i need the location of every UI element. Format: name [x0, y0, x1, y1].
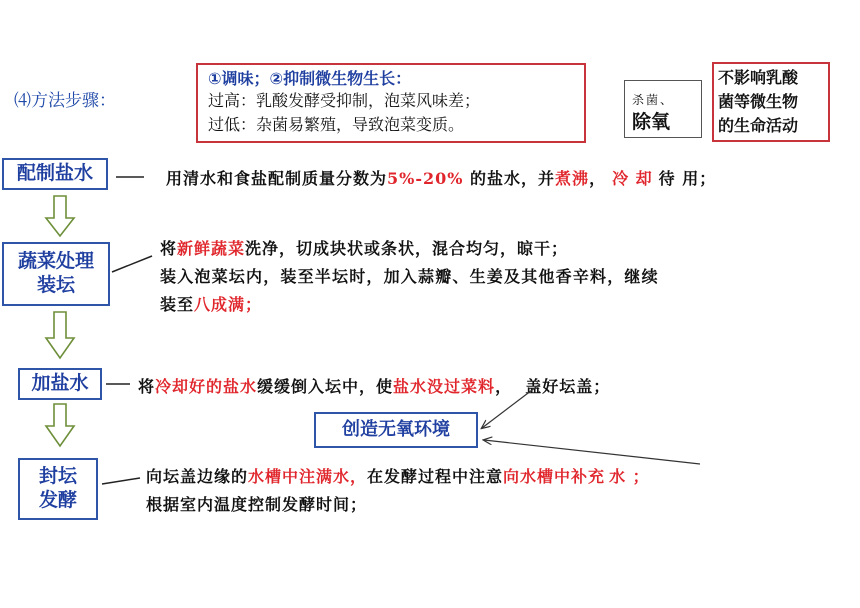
desc1-c: 的盐水，并: [463, 169, 556, 188]
desc3-e: ， 盖好坛盖；: [495, 377, 611, 396]
desc1-a: 用清水和食盐配制质量分数为: [166, 169, 388, 188]
boil-effect-line1: 杀菌、: [632, 93, 675, 107]
desc3-cooled-brine: 冷却好的盐水: [155, 377, 258, 396]
desc1-g: 待 用；: [658, 169, 717, 188]
connector-step2: [112, 256, 152, 272]
desc4-line2: 根据室内温度控制发酵时间；: [146, 495, 368, 514]
step-seal-ferment-label1: 封坛: [38, 465, 77, 488]
purpose-too-high: 过高：乳酸发酵受抑制，泡菜风味差；: [208, 91, 481, 110]
connector-step4: [102, 478, 140, 484]
desc2-l3a: 装至: [160, 295, 195, 314]
desc2-l1a: 将: [160, 239, 178, 258]
step-add-brine-label: 加盐水: [31, 372, 89, 395]
down-arrow-icons: [46, 196, 74, 446]
step-process-vegetables-label1: 蔬菜处理: [17, 250, 94, 273]
purpose-too-low: 过低：杂菌易繁殖，导致泡菜变质。: [208, 115, 465, 134]
desc4-l1c: 在发酵过程中注意: [367, 467, 504, 486]
purpose-heading: ①调味；②抑制微生物生长：: [208, 69, 412, 88]
desc2-line2: 装入泡菜坛内，装至半坛时，加入蒜瓣、生姜及其他香辛料，继续: [160, 267, 659, 286]
desc4-fill-water: 水槽中注满水，: [248, 467, 368, 486]
desc4-l1e: 水 ；: [609, 467, 650, 486]
desc2-l1c: 洗净，切成块状或条状，混合均匀，晾干；: [245, 239, 569, 258]
cool-effect-line1: 不影响乳酸: [718, 68, 799, 87]
cool-effect-line2: 菌等微生物: [718, 92, 799, 111]
cool-effect-line3: 的生命活动: [718, 116, 799, 135]
desc4-l1a: 向坛盖边缘的: [146, 467, 249, 486]
step-process-vegetables-label2: 装坛: [36, 274, 75, 296]
arrow-from-water-seal: [484, 440, 700, 464]
desc2-eighty-percent: 八成满；: [194, 295, 263, 314]
down-arrow-icon-2: [46, 312, 74, 358]
down-arrow-icon-1: [46, 196, 74, 236]
desc3-c: 缓缓倒入坛中，使: [257, 377, 394, 396]
desc2-fresh-vegetables: 新鲜蔬菜: [177, 239, 246, 258]
arrow-from-brine: [482, 384, 540, 428]
boil-effect-line2: 除氧: [632, 111, 671, 133]
section-title: ⑷方法步骤：: [14, 91, 116, 111]
desc3-cover-vegetables: 盐水没过菜料: [393, 377, 496, 396]
desc1-concentration: 5%-20%: [387, 169, 464, 188]
desc1-e: ，: [589, 169, 607, 188]
desc4-refill-water: 向水槽中补充: [503, 467, 606, 486]
desc1-cool: 冷 却: [612, 169, 653, 188]
desc3-a: 将: [138, 377, 156, 396]
anaerobic-label: 创造无氧环境: [342, 418, 450, 440]
down-arrow-icon-3: [46, 404, 74, 446]
step-seal-ferment-label2: 发酵: [38, 489, 77, 511]
step-prepare-brine-label: 配制盐水: [16, 162, 93, 185]
desc1-boil: 煮沸: [555, 169, 590, 188]
